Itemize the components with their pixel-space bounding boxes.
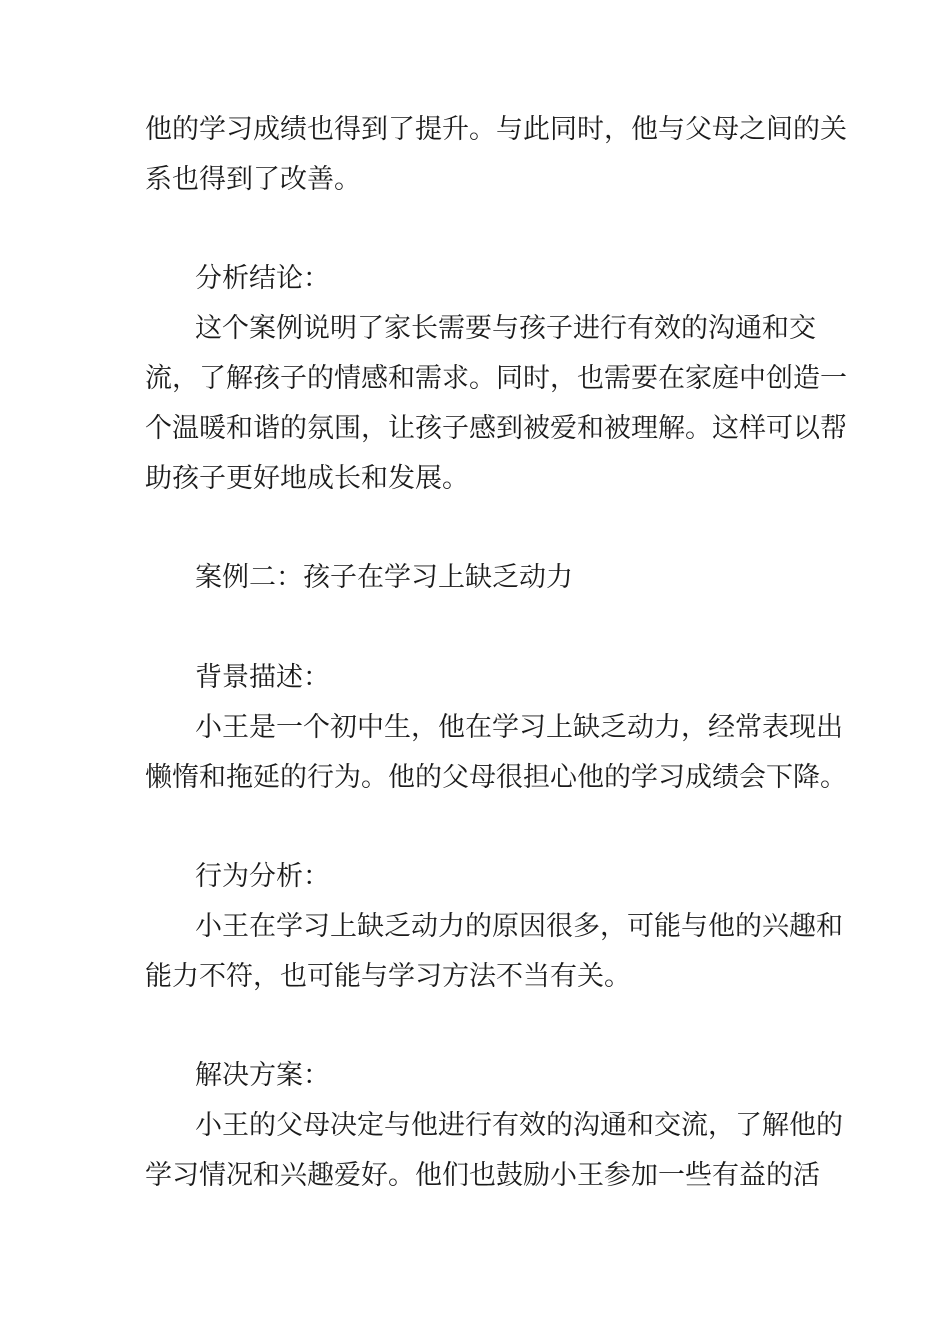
paragraph-line: 小王是一个初中生，他在学习上缺乏动力，经常表现出 <box>195 712 843 743</box>
section-heading: 分析结论： <box>195 263 330 294</box>
paragraph-line: 系也得到了改善。 <box>145 164 361 195</box>
paragraph-line: 懒惰和拖延的行为。他的父母很担心他的学习成绩会下降。 <box>145 762 847 793</box>
case-title: 案例二：孩子在学习上缺乏动力 <box>195 562 573 593</box>
section-heading: 背景描述： <box>195 662 330 693</box>
section-heading: 行为分析： <box>195 861 330 892</box>
paragraph-line: 这个案例说明了家长需要与孩子进行有效的沟通和交 <box>195 313 816 344</box>
paragraph-line: 小王在学习上缺乏动力的原因很多，可能与他的兴趣和 <box>195 911 843 942</box>
section-heading: 解决方案： <box>195 1060 330 1091</box>
paragraph-line: 助孩子更好地成长和发展。 <box>145 463 469 494</box>
paragraph-line: 流，了解孩子的情感和需求。同时，也需要在家庭中创造一 <box>145 363 847 394</box>
paragraph-line: 小王的父母决定与他进行有效的沟通和交流，了解他的 <box>195 1110 843 1141</box>
paragraph-line: 学习情况和兴趣爱好。他们也鼓励小王参加一些有益的活 <box>145 1160 820 1191</box>
paragraph-line: 个温暖和谐的氛围，让孩子感到被爱和被理解。这样可以帮 <box>145 413 847 444</box>
paragraph-line: 能力不符，也可能与学习方法不当有关。 <box>145 961 631 992</box>
paragraph-line: 他的学习成绩也得到了提升。与此同时，他与父母之间的关 <box>145 114 847 145</box>
